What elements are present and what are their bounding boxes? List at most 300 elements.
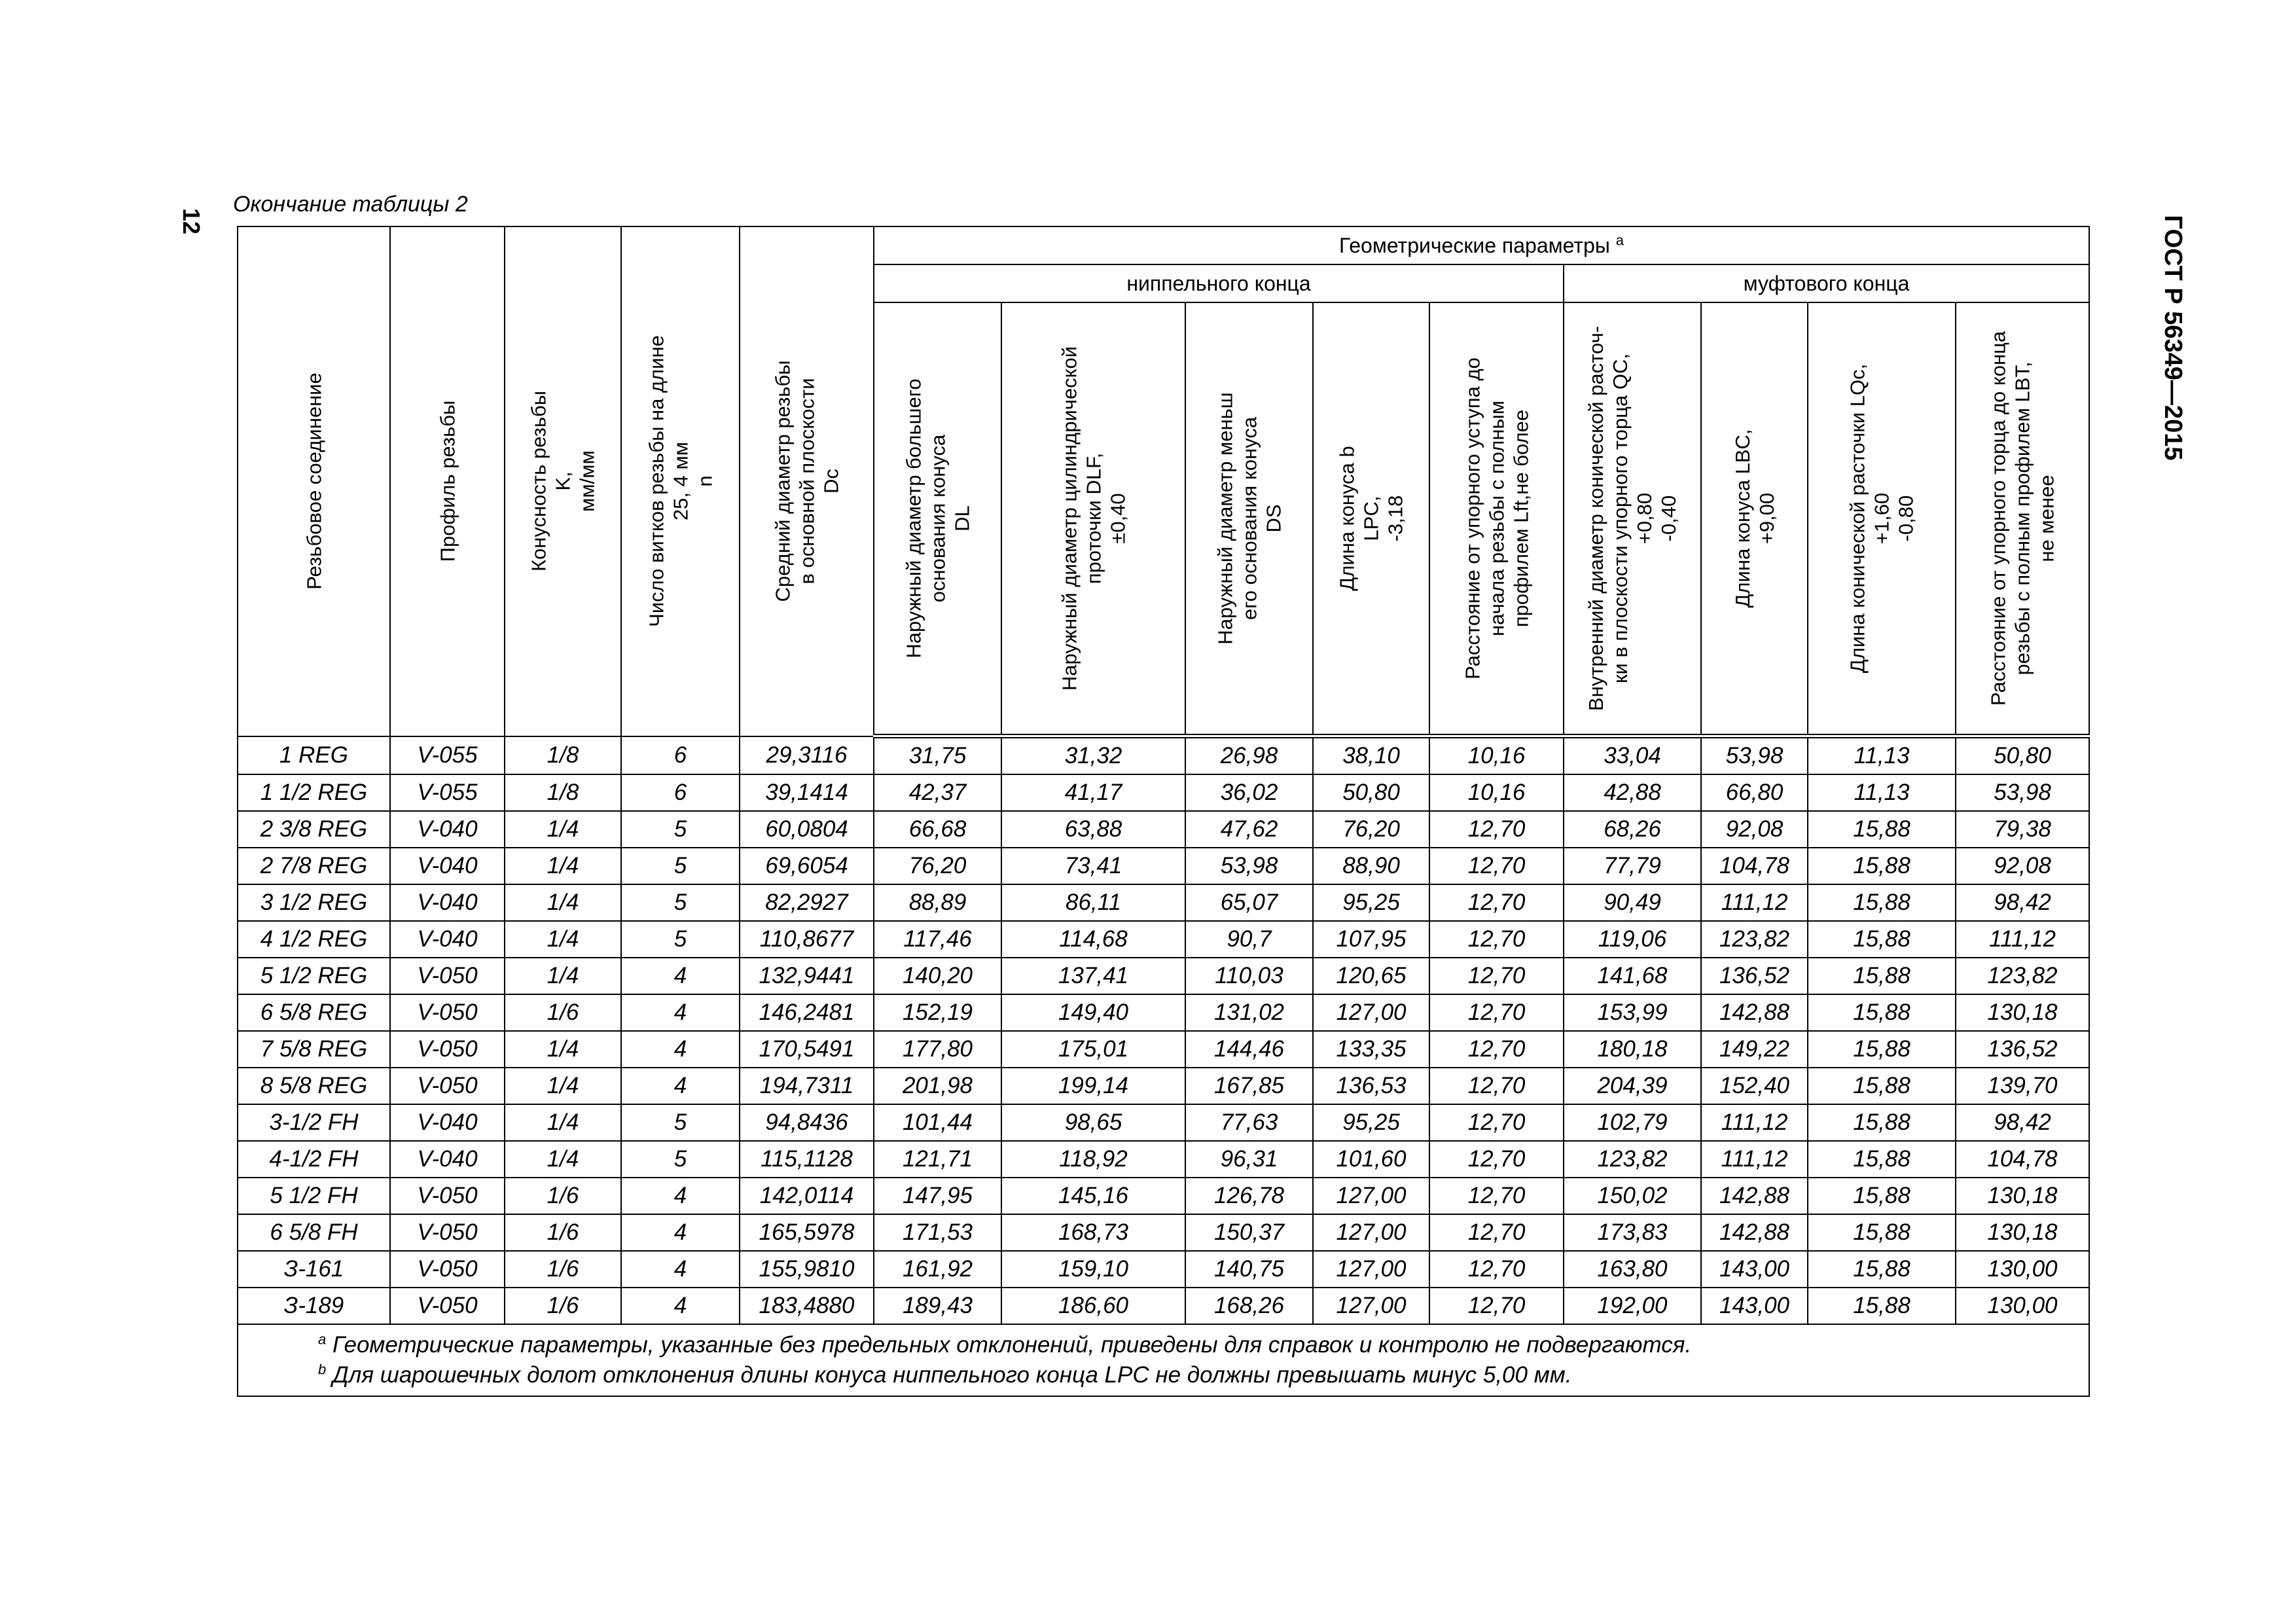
header-text: [1986, 309, 2059, 728]
table-cell: 50,80: [1956, 736, 2089, 775]
table-cell: 3-1/2 FH: [238, 1104, 390, 1141]
table-cell: 12,70: [1429, 1214, 1564, 1251]
table-cell: 130,18: [1956, 1214, 2089, 1251]
table-cell: 168,73: [1001, 1214, 1185, 1251]
header-line: в основной плоскости: [795, 378, 818, 585]
table-cell: 5: [621, 848, 740, 884]
table-cell: 159,10: [1001, 1251, 1185, 1288]
table-cell: 111,12: [1701, 1104, 1808, 1141]
header-line: Наружный диаметр меньш: [1213, 392, 1236, 645]
table-cell: 53,98: [1185, 848, 1313, 884]
table-cell: 95,25: [1313, 884, 1429, 921]
table-cell: 1/8: [505, 736, 621, 775]
column-header: [505, 226, 621, 736]
table-cell: 152,40: [1701, 1068, 1808, 1104]
table-cell: 76,20: [874, 848, 1001, 884]
table-cell: 5: [621, 921, 740, 958]
table-cell: 1/4: [505, 921, 621, 958]
table-row: [238, 921, 2089, 958]
table-cell: 5 1/2 FH: [238, 1178, 390, 1214]
table-cell: 119,06: [1564, 921, 1701, 958]
table-cell: 137,41: [1001, 958, 1185, 994]
table-cell: 26,98: [1185, 736, 1313, 775]
table-cell: 204,39: [1564, 1068, 1701, 1104]
table-cell: 130,18: [1956, 1178, 2089, 1214]
header-line: Наружный диаметр цилиндрической: [1058, 346, 1081, 691]
table-cell: 1/8: [505, 774, 621, 811]
table-cell: 136,52: [1956, 1031, 2089, 1068]
header-line: Dc: [819, 469, 842, 494]
header-line: Средний диаметр резьбы: [771, 360, 794, 602]
table-cell: 42,37: [874, 774, 1001, 811]
header-line: +9,00: [1755, 492, 1778, 545]
table-cell: 111,12: [1956, 921, 2089, 958]
table-cell: 98,42: [1956, 884, 2089, 921]
table-cell: V-050: [390, 958, 505, 994]
table-cell: 168,26: [1185, 1288, 1313, 1324]
table-cell: 12,70: [1429, 1288, 1564, 1324]
table-cell: 73,41: [1001, 848, 1185, 884]
table-row: [238, 1288, 2089, 1324]
table-cell: 1/4: [505, 1104, 621, 1141]
header-text: [435, 272, 459, 691]
table-row: [238, 1068, 2089, 1104]
table-cell: 189,43: [874, 1288, 1001, 1324]
table-cell: 1/6: [505, 994, 621, 1031]
table-cell: 4: [621, 1288, 740, 1324]
table-cell: 5: [621, 884, 740, 921]
table-cell: 7 5/8 REG: [238, 1031, 390, 1068]
column-header: [874, 302, 1001, 736]
table-cell: 33,04: [1564, 736, 1701, 775]
column-header: [740, 226, 874, 736]
table-cell: 92,08: [1701, 811, 1808, 848]
table-cell: 186,60: [1001, 1288, 1185, 1324]
header-line: основания конуса: [926, 434, 949, 603]
table-cell: 147,95: [874, 1178, 1001, 1214]
header-text: [1213, 309, 1285, 728]
table-cell: V-050: [390, 1251, 505, 1288]
table-cell: 90,7: [1185, 921, 1313, 958]
table-cell: 6 5/8 REG: [238, 994, 390, 1031]
table-cell: 101,44: [874, 1104, 1001, 1141]
table-cell: 131,02: [1185, 994, 1313, 1031]
header-line: +1,60: [1870, 492, 1893, 545]
table-cell: 150,02: [1564, 1178, 1701, 1214]
column-header: [1185, 302, 1313, 736]
table-cell: 141,68: [1564, 958, 1701, 994]
table-cell: 123,82: [1564, 1141, 1701, 1178]
table-cell: 142,88: [1701, 994, 1808, 1031]
table-cell: V-040: [390, 811, 505, 848]
table-row: [238, 958, 2089, 994]
table-cell: 199,14: [1001, 1068, 1185, 1104]
table-cell: 127,00: [1313, 1178, 1429, 1214]
table-cell: 5 1/2 REG: [238, 958, 390, 994]
table-cell: 102,79: [1564, 1104, 1701, 1141]
column-header: [1808, 302, 1956, 736]
table-cell: 194,7311: [740, 1068, 874, 1104]
table-cell: 41,17: [1001, 774, 1185, 811]
note-text: Геометрические параметры, указанные без предельных отклонений, приведены для справок и контролю не подвергаются.: [332, 1332, 1692, 1358]
table-cell: 136,52: [1701, 958, 1808, 994]
table-cell: 96,31: [1185, 1141, 1313, 1178]
table-cell: З-189: [238, 1288, 390, 1324]
table-cell: 104,78: [1956, 1141, 2089, 1178]
table-cell: 15,88: [1808, 1251, 1956, 1288]
table-cell: 115,1128: [740, 1141, 874, 1178]
table-cell: 163,80: [1564, 1251, 1701, 1288]
header-line: Резьбовое соединение: [302, 372, 325, 590]
table-cell: 8 5/8 REG: [238, 1068, 390, 1104]
table-cell: 146,2481: [740, 994, 874, 1031]
table-cell: 15,88: [1808, 1214, 1956, 1251]
note-b: [318, 1360, 2089, 1390]
table-cell: V-040: [390, 1141, 505, 1178]
table-cell: 1/4: [505, 1031, 621, 1068]
column-header: [1956, 302, 2089, 736]
table-cell: 15,88: [1808, 1141, 1956, 1178]
column-header: [238, 226, 390, 736]
table-cell: 15,88: [1808, 848, 1956, 884]
table-cell: 29,3116: [740, 736, 874, 775]
table-cell: 65,07: [1185, 884, 1313, 921]
header-line: ±0,40: [1106, 493, 1129, 544]
table-cell: 5: [621, 1141, 740, 1178]
box-end-header: муфтового конца: [1564, 264, 2089, 302]
table-cell: 6 5/8 FH: [238, 1214, 390, 1251]
table-cell: 15,88: [1808, 884, 1956, 921]
table-cell: V-050: [390, 1068, 505, 1104]
table-cell: 12,70: [1429, 1178, 1564, 1214]
table-cell: 47,62: [1185, 811, 1313, 848]
table-cell: 76,20: [1313, 811, 1429, 848]
table-cell: 15,88: [1808, 1178, 1956, 1214]
table-cell: 63,88: [1001, 811, 1185, 848]
header-line: Наружный диаметр большего: [902, 378, 925, 659]
table-cell: 1/4: [505, 1068, 621, 1104]
table-cell: 1/4: [505, 958, 621, 994]
table-cell: 12,70: [1429, 958, 1564, 994]
header-line: Конусность резьбы: [527, 391, 550, 572]
table-row: [238, 1031, 2089, 1068]
table-cell: 12,70: [1429, 1251, 1564, 1288]
table-cell: 66,80: [1701, 774, 1808, 811]
table-cell: 1/4: [505, 884, 621, 921]
table-cell: 127,00: [1313, 1288, 1429, 1324]
header-line: K,: [551, 471, 575, 491]
table-notes: [238, 1324, 2089, 1396]
table-cell: 82,2927: [740, 884, 874, 921]
header-line: +0,80: [1633, 492, 1656, 545]
header-line: Внутренний диаметр конической расточ-: [1585, 325, 1607, 712]
table-cell: 145,16: [1001, 1178, 1185, 1214]
table-row: [238, 1104, 2089, 1141]
table-cell: 66,68: [874, 811, 1001, 848]
geometric-parameters-header: [874, 226, 2089, 264]
table-cell: 142,88: [1701, 1178, 1808, 1214]
table-cell: 1/6: [505, 1251, 621, 1288]
table-cell: 142,88: [1701, 1214, 1808, 1251]
table-cell: 123,82: [1701, 921, 1808, 958]
header-line: LPC,: [1359, 496, 1383, 541]
table-row: [238, 1178, 2089, 1214]
header-line: Длина конуса b: [1335, 446, 1359, 591]
column-header: [1701, 302, 1808, 736]
table-cell: 10,16: [1429, 774, 1564, 811]
table-cell: 1/4: [505, 848, 621, 884]
table-cell: 53,98: [1956, 774, 2089, 811]
table-cell: 126,78: [1185, 1178, 1313, 1214]
note-text: Для шарошечных долот отклонения длины конуса ниппельного конца LPC не должны превышать минус 5,00 мм.: [332, 1362, 1572, 1388]
table-cell: 90,49: [1564, 884, 1701, 921]
table-cell: 98,42: [1956, 1104, 2089, 1141]
table-cell: 38,10: [1313, 736, 1429, 775]
column-header: [1429, 302, 1564, 736]
header-text: [1731, 309, 1779, 728]
table-cell: V-040: [390, 1104, 505, 1141]
header-line: Длина конуса LBC,: [1731, 429, 1754, 608]
table-cell: 1 REG: [238, 736, 390, 775]
table-cell: 12,70: [1429, 1104, 1564, 1141]
table-cell: 167,85: [1185, 1068, 1313, 1104]
table-cell: 104,78: [1701, 848, 1808, 884]
header-line: мм/мм: [575, 450, 599, 513]
table-cell: 150,37: [1185, 1214, 1313, 1251]
header-text: [1846, 309, 1918, 728]
header-line: не менее: [2035, 475, 2058, 562]
table-cell: V-040: [390, 884, 505, 921]
table-cell: V-050: [390, 1178, 505, 1214]
table-row: [238, 811, 2089, 848]
table-cell: 111,12: [1701, 1141, 1808, 1178]
table-cell: 133,35: [1313, 1031, 1429, 1068]
table-row: [238, 884, 2089, 921]
table-cell: 118,92: [1001, 1141, 1185, 1178]
table-cell: 173,83: [1564, 1214, 1701, 1251]
table-cell: 136,53: [1313, 1068, 1429, 1104]
table-cell: 39,1414: [740, 774, 874, 811]
header-text: [302, 272, 326, 691]
table-row: [238, 1251, 2089, 1288]
table-cell: 50,80: [1313, 774, 1429, 811]
table-cell: 4: [621, 1178, 740, 1214]
table-cell: 130,00: [1956, 1251, 2089, 1288]
table-cell: 1/6: [505, 1178, 621, 1214]
table-cell: 69,6054: [740, 848, 874, 884]
table-cell: 183,4880: [740, 1288, 874, 1324]
header-line: его основания конуса: [1238, 416, 1261, 621]
table-cell: 127,00: [1313, 994, 1429, 1031]
page-number: 12: [178, 208, 205, 235]
table-cell: 114,68: [1001, 921, 1185, 958]
header-line: n: [693, 475, 716, 487]
thread-parameters-table: [237, 226, 2090, 1397]
column-header: [621, 226, 740, 736]
table-cell: 12,70: [1429, 994, 1564, 1031]
table-row: [238, 774, 2089, 811]
table-row: [238, 994, 2089, 1031]
header-text: [1460, 309, 1533, 728]
table-cell: 143,00: [1701, 1251, 1808, 1288]
table-cell: 92,08: [1956, 848, 2089, 884]
table-cell: 201,98: [874, 1068, 1001, 1104]
header-line: -0,80: [1894, 495, 1918, 542]
note-mark: b: [318, 1361, 327, 1378]
table-cell: 5: [621, 1104, 740, 1141]
table-cell: 94,8436: [740, 1104, 874, 1141]
table-cell: 127,00: [1313, 1214, 1429, 1251]
table-cell: V-050: [390, 1288, 505, 1324]
header-line: Расстояние от упорного торца до конца: [1986, 331, 2010, 706]
table-cell: 144,46: [1185, 1031, 1313, 1068]
table-cell: 79,38: [1956, 811, 2089, 848]
table-cell: 88,89: [874, 884, 1001, 921]
header-text: [901, 309, 974, 728]
table-cell: 15,88: [1808, 1288, 1956, 1324]
table-cell: 153,99: [1564, 994, 1701, 1031]
table-cell: 98,65: [1001, 1104, 1185, 1141]
header-line: ки в плоскости упорного торца QC,: [1609, 353, 1632, 683]
table-cell: 5: [621, 811, 740, 848]
header-line: DL: [950, 505, 973, 532]
table-cell: 165,5978: [740, 1214, 874, 1251]
geom-header-text: Геометрические параметры: [1339, 233, 1610, 257]
header-line: -3,18: [1384, 495, 1407, 542]
table-cell: 77,79: [1564, 848, 1701, 884]
table-cell: 11,13: [1808, 774, 1956, 811]
table-cell: 10,16: [1429, 736, 1564, 775]
header-line: Число витков резьбы на длине: [645, 335, 668, 628]
table-cell: 31,75: [874, 736, 1001, 775]
table-cell: 2 3/8 REG: [238, 811, 390, 848]
table-cell: 1/6: [505, 1288, 621, 1324]
table-cell: 11,13: [1808, 736, 1956, 775]
table-cell: 4 1/2 REG: [238, 921, 390, 958]
table-cell: 12,70: [1429, 1031, 1564, 1068]
table-cell: 1 1/2 REG: [238, 774, 390, 811]
table-cell: 4-1/2 FH: [238, 1141, 390, 1178]
table-cell: 15,88: [1808, 811, 1956, 848]
table-cell: V-050: [390, 994, 505, 1031]
table-cell: 15,88: [1808, 1031, 1956, 1068]
column-header: [1313, 302, 1429, 736]
table-cell: V-040: [390, 848, 505, 884]
header-text: [1584, 309, 1681, 728]
table-cell: 110,03: [1185, 958, 1313, 994]
table-cell: 88,90: [1313, 848, 1429, 884]
table-cell: 192,00: [1564, 1288, 1701, 1324]
table-cell: 1/4: [505, 1141, 621, 1178]
table-body: [238, 736, 2089, 1325]
table-row: [238, 848, 2089, 884]
table-cell: 15,88: [1808, 994, 1956, 1031]
header-line: начала резьбы с полным: [1485, 400, 1508, 637]
header-line: -0,40: [1657, 495, 1680, 542]
header-line: проточки DLF,: [1082, 452, 1105, 585]
table-cell: 15,88: [1808, 1068, 1956, 1104]
table-cell: 60,0804: [740, 811, 874, 848]
table-row: [238, 736, 2089, 775]
table-cell: 121,71: [874, 1141, 1001, 1178]
table-cell: 12,70: [1429, 1141, 1564, 1178]
table-cell: 123,82: [1956, 958, 2089, 994]
table-cell: 140,75: [1185, 1251, 1313, 1288]
table-cell: 86,11: [1001, 884, 1185, 921]
table-cell: 132,9441: [740, 958, 874, 994]
table-cell: 152,19: [874, 994, 1001, 1031]
header-line: Расстояние от упорного уступа до: [1461, 357, 1484, 679]
table-cell: 68,26: [1564, 811, 1701, 848]
table-caption: Окончание таблицы 2: [233, 192, 468, 217]
table-cell: 180,18: [1564, 1031, 1701, 1068]
table-cell: 2 7/8 REG: [238, 848, 390, 884]
header-line: Длина конической расточки LQc,: [1846, 363, 1869, 674]
table-cell: 1/6: [505, 1214, 621, 1251]
table-cell: 101,60: [1313, 1141, 1429, 1178]
table-cell: 4: [621, 1214, 740, 1251]
header-line: 25, 4 мм: [669, 442, 692, 521]
table-cell: 4: [621, 958, 740, 994]
table-cell: 77,63: [1185, 1104, 1313, 1141]
table-cell: 110,8677: [740, 921, 874, 958]
table-cell: 15,88: [1808, 958, 1956, 994]
table-cell: 15,88: [1808, 921, 1956, 958]
footnote-mark: a: [1615, 231, 1624, 248]
header-line: резьбы с полным профилем LBT,: [2011, 361, 2034, 676]
table-cell: 130,00: [1956, 1288, 2089, 1324]
table-cell: V-040: [390, 921, 505, 958]
column-header: [1001, 302, 1185, 736]
table-cell: 120,65: [1313, 958, 1429, 994]
header-text: [1335, 309, 1408, 728]
nipple-end-header: ниппельного конца: [874, 264, 1564, 302]
table-cell: 177,80: [874, 1031, 1001, 1068]
table-cell: 171,53: [874, 1214, 1001, 1251]
table-cell: 170,5491: [740, 1031, 874, 1068]
table-cell: 140,20: [874, 958, 1001, 994]
table-row: [238, 1214, 2089, 1251]
table-cell: 149,22: [1701, 1031, 1808, 1068]
table-cell: 149,40: [1001, 994, 1185, 1031]
table-cell: 6: [621, 736, 740, 775]
table-cell: V-050: [390, 1031, 505, 1068]
table-cell: 175,01: [1001, 1031, 1185, 1068]
header-line: Профиль резьбы: [436, 400, 459, 562]
table-cell: 111,12: [1701, 884, 1808, 921]
table-cell: 139,70: [1956, 1068, 2089, 1104]
note-a: [318, 1330, 2089, 1360]
header-line: DS: [1262, 504, 1285, 533]
table-cell: З-161: [238, 1251, 390, 1288]
table-cell: 12,70: [1429, 884, 1564, 921]
table-cell: 4: [621, 1031, 740, 1068]
column-header: [1564, 302, 1701, 736]
table-cell: 3 1/2 REG: [238, 884, 390, 921]
header-text: [1057, 309, 1130, 728]
table-cell: 1/4: [505, 811, 621, 848]
table-cell: 15,88: [1808, 1104, 1956, 1141]
table-cell: 36,02: [1185, 774, 1313, 811]
table-cell: 31,32: [1001, 736, 1185, 775]
table-cell: V-055: [390, 736, 505, 775]
table-cell: V-050: [390, 1214, 505, 1251]
table-cell: 42,88: [1564, 774, 1701, 811]
header-line: профилем Lft,не более: [1509, 409, 1532, 628]
standard-designation: ГОСТ Р 56349—2015: [2159, 215, 2187, 461]
table-cell: 143,00: [1701, 1288, 1808, 1324]
header-text: [770, 272, 843, 691]
